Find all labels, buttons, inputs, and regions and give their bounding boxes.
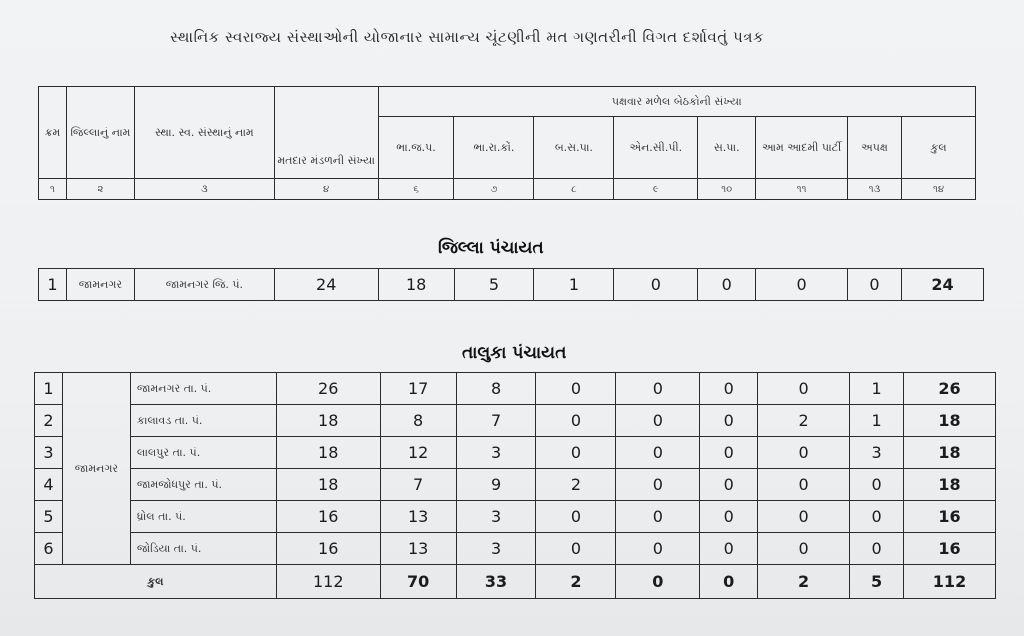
total-row	[35, 565, 996, 599]
bsp-value: 0	[536, 501, 616, 533]
bsp-value: 0	[536, 533, 616, 565]
sp-value: 0	[700, 405, 758, 437]
col-constituencies: મતદાર મંડળની સંખ્યા	[274, 87, 378, 179]
inc-value: 8	[456, 373, 536, 405]
bsp-value: 0	[536, 437, 616, 469]
independent-total: 5	[850, 565, 904, 599]
ncp-value: 0	[616, 533, 700, 565]
ncp-value: 0	[616, 405, 700, 437]
sp-total: 0	[700, 565, 758, 599]
ncp-value: 0	[614, 269, 698, 301]
constituencies-value: 24	[274, 269, 378, 301]
inc-value: 5	[454, 269, 534, 301]
constituencies-value: 26	[276, 373, 380, 405]
constituencies-value: 16	[276, 501, 380, 533]
bjp-value: 13	[380, 533, 456, 565]
district-panchayat-heading: જિલ્લા પંચાયત	[438, 238, 544, 258]
independent-value: 1	[850, 373, 904, 405]
total-value: 18	[904, 405, 996, 437]
constituencies-total: 112	[276, 565, 380, 599]
inc-value: 7	[456, 405, 536, 437]
col-number: ૧૪	[902, 179, 976, 200]
total-value: 26	[904, 373, 996, 405]
table-row	[35, 373, 996, 405]
independent-value: 0	[850, 469, 904, 501]
column-number-row	[39, 179, 976, 200]
district-name: જામનગર	[66, 269, 134, 301]
col-independent: અપક્ષ	[848, 117, 902, 179]
bjp-total: 70	[380, 565, 456, 599]
col-district: જિલ્લાનું નામ	[66, 87, 134, 179]
aap-total: 2	[758, 565, 850, 599]
row-number: 5	[35, 501, 63, 533]
col-number: ૯	[614, 179, 698, 200]
ncp-value: 0	[616, 373, 700, 405]
district-panchayat-table	[38, 268, 984, 301]
bsp-total: 2	[536, 565, 616, 599]
col-kram: ક્રમ	[39, 87, 67, 179]
row-number: 3	[35, 437, 63, 469]
bjp-value: 12	[380, 437, 456, 469]
taluka-panchayat-heading: તાલુકા પંચાયત	[462, 343, 567, 363]
ncp-value: 0	[616, 437, 700, 469]
sp-value: 0	[698, 269, 756, 301]
table-row	[35, 437, 996, 469]
independent-value: 0	[848, 269, 902, 301]
taluka-panchayat-table	[34, 372, 996, 599]
sp-value: 0	[700, 469, 758, 501]
col-group-party-seats: પક્ષવાર મળેલ બેઠકોની સંખ્યા	[378, 87, 975, 117]
bjp-value: 7	[380, 469, 456, 501]
col-number: ૮	[534, 179, 614, 200]
row-number: 1	[39, 269, 67, 301]
row-number: 4	[35, 469, 63, 501]
bjp-value: 8	[380, 405, 456, 437]
independent-value: 0	[850, 533, 904, 565]
col-number: ૧૧	[756, 179, 848, 200]
table-row	[35, 405, 996, 437]
bsp-value: 0	[536, 373, 616, 405]
body-name: જામનગર જિ. પં.	[134, 269, 274, 301]
body-name: જામજોધપુર તા. પં.	[130, 469, 276, 501]
bsp-value: 0	[536, 405, 616, 437]
total-value: 16	[904, 501, 996, 533]
col-bsp: બ.સ.પા.	[534, 117, 614, 179]
grand-total: 112	[904, 565, 996, 599]
table-row	[39, 269, 984, 301]
aap-value: 2	[758, 405, 850, 437]
row-number: 6	[35, 533, 63, 565]
aap-value: 0	[758, 501, 850, 533]
col-number: ૩	[134, 179, 274, 200]
col-inc: ભા.રા.કોં.	[454, 117, 534, 179]
bsp-value: 1	[534, 269, 614, 301]
aap-value: 0	[758, 437, 850, 469]
bjp-value: 18	[378, 269, 454, 301]
col-bjp: ભા.જ.પ.	[378, 117, 454, 179]
col-ncp: એન.સી.પી.	[614, 117, 698, 179]
independent-value: 0	[850, 501, 904, 533]
aap-value: 0	[758, 533, 850, 565]
inc-value: 3	[456, 501, 536, 533]
sp-value: 0	[700, 437, 758, 469]
body-name: લાલપુર તા. પં.	[130, 437, 276, 469]
aap-value: 0	[758, 469, 850, 501]
constituencies-value: 16	[276, 533, 380, 565]
sp-value: 0	[700, 533, 758, 565]
constituencies-value: 18	[276, 405, 380, 437]
col-number: ૬	[378, 179, 454, 200]
sp-value: 0	[700, 501, 758, 533]
table-row	[35, 469, 996, 501]
total-value: 24	[901, 269, 983, 301]
total-value: 18	[904, 469, 996, 501]
aap-value: 0	[758, 373, 850, 405]
inc-value: 3	[456, 533, 536, 565]
total-label: કુલ	[35, 565, 277, 599]
document-title: સ્થાનિક સ્વરાજ્ય સંસ્થાઓની યોજાનાર સામાન્ય ચૂંટણીની મત ગણતરીની વિગત દર્શાવતું પત્રક	[170, 28, 765, 46]
col-number: ૧	[39, 179, 67, 200]
col-number: ૨	[66, 179, 134, 200]
ncp-value: 0	[616, 469, 700, 501]
inc-value: 3	[456, 437, 536, 469]
row-number: 2	[35, 405, 63, 437]
body-name: જોડિયા તા. પં.	[130, 533, 276, 565]
col-number: ૧૩	[848, 179, 902, 200]
header-table	[38, 86, 976, 200]
col-number: ૪	[274, 179, 378, 200]
inc-value: 9	[456, 469, 536, 501]
table-row	[35, 501, 996, 533]
aap-value: 0	[756, 269, 848, 301]
col-number: ૧૦	[698, 179, 756, 200]
independent-value: 3	[850, 437, 904, 469]
table-row	[35, 533, 996, 565]
col-number: ૭	[454, 179, 534, 200]
district-name: જામનગર	[62, 373, 130, 565]
col-total: કુલ	[902, 117, 976, 179]
ncp-value: 0	[616, 501, 700, 533]
total-value: 16	[904, 533, 996, 565]
ncp-total: 0	[616, 565, 700, 599]
bsp-value: 2	[536, 469, 616, 501]
independent-value: 1	[850, 405, 904, 437]
row-number: 1	[35, 373, 63, 405]
bjp-value: 17	[380, 373, 456, 405]
col-aap: આમ આદમી પાર્ટી	[756, 117, 848, 179]
inc-total: 33	[456, 565, 536, 599]
constituencies-value: 18	[276, 469, 380, 501]
body-name: કાલાવડ તા. પં.	[130, 405, 276, 437]
col-sp: સ.પા.	[698, 117, 756, 179]
body-name: ધ્રોલ તા. પં.	[130, 501, 276, 533]
sp-value: 0	[700, 373, 758, 405]
body-name: જામનગર તા. પં.	[130, 373, 276, 405]
bjp-value: 13	[380, 501, 456, 533]
constituencies-value: 18	[276, 437, 380, 469]
total-value: 18	[904, 437, 996, 469]
col-body-name: સ્થા. સ્વ. સંસ્થાનું નામ	[134, 87, 274, 179]
